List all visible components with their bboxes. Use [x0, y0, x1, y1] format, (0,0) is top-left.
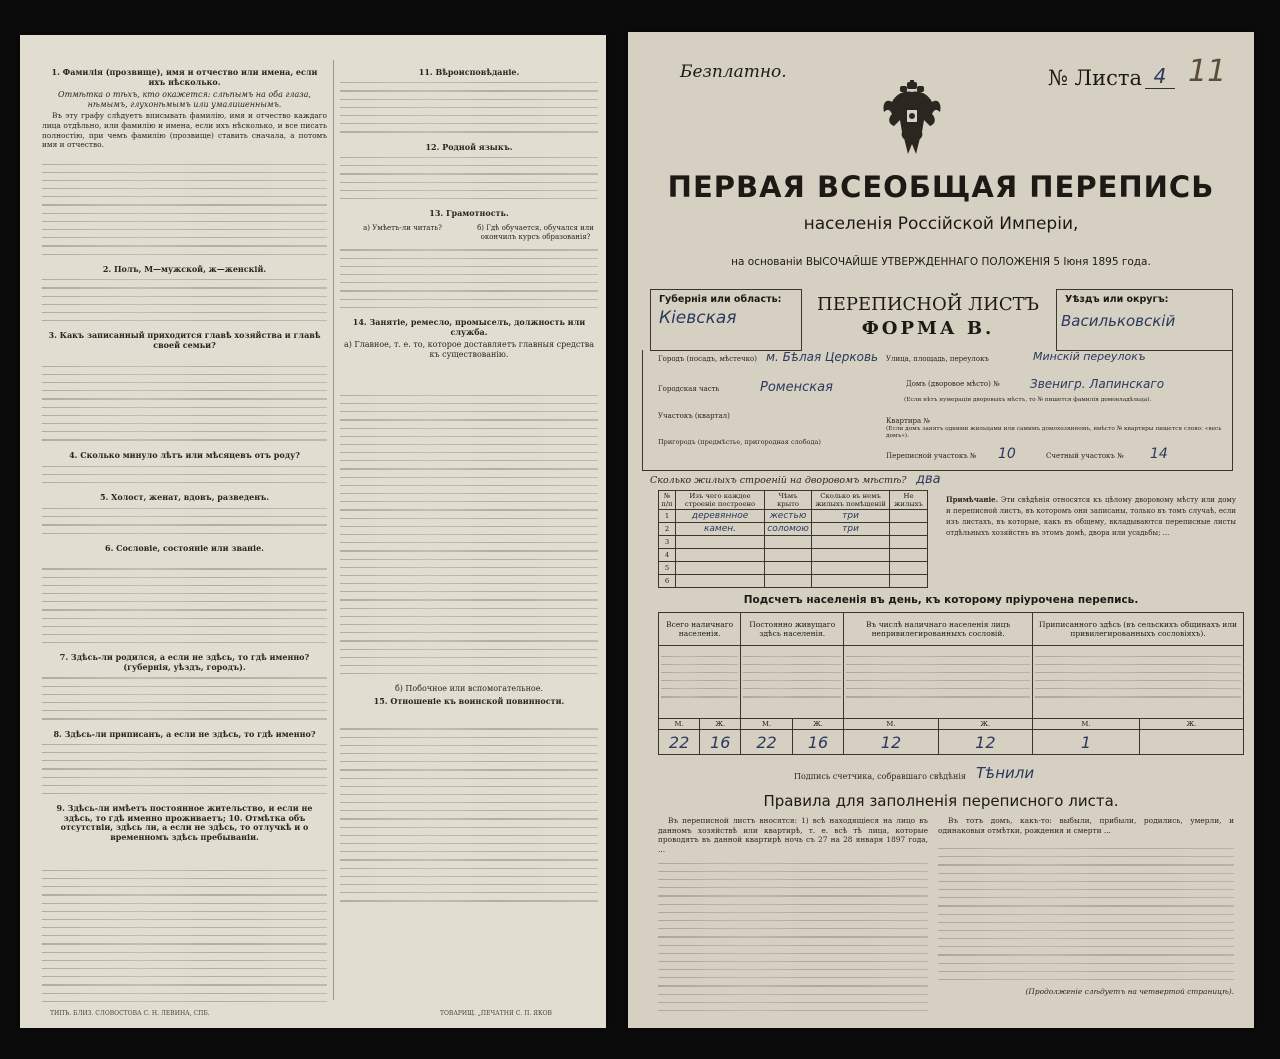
population-count-table — [658, 612, 1244, 755]
table-cell — [890, 510, 928, 523]
district-box — [1056, 289, 1233, 351]
table-row — [659, 562, 928, 575]
table-row — [659, 575, 928, 588]
apartment-label: Квартира № — [886, 417, 931, 425]
male-label: М. — [844, 719, 938, 730]
table-cell — [765, 575, 812, 588]
female-label: Ж. — [1139, 719, 1243, 730]
text-block — [340, 709, 598, 909]
rules-footer: (Продолженіе слѣдуетъ на четвертой страницѣ). — [1025, 987, 1234, 997]
rules-right-text: Въ тотъ домъ, какъ-то: выбыли, прибыли, родились, умерли, и одинаковыя отмѣтки, рождения и смерти ... — [938, 816, 1234, 835]
section-6-title: 6. Сословіе, состояніе или званіе. — [105, 542, 264, 553]
street-value: Минскій переулокъ — [1033, 350, 1146, 363]
district-label: Уѣздъ или округъ: — [1065, 294, 1169, 305]
document-title: ПЕРВАЯ ВСЕОБЩАЯ ПЕРЕПИСЬ — [667, 170, 1215, 204]
section-3-title: 3. Какъ записанный приходится главѣ хозяйства и главѣ своей семьи? — [48, 330, 321, 350]
table-cell: 4 — [659, 549, 676, 562]
rules-left-column — [658, 816, 928, 1016]
table-cell — [676, 575, 765, 588]
count-header-row — [659, 613, 1244, 646]
table-cell: 1 — [659, 510, 676, 523]
column-divider — [333, 60, 334, 1000]
count-desc-cell — [659, 646, 741, 719]
right-page — [628, 32, 1254, 1028]
section-7-title: 7. Здѣсь-ли родился, а если не здѣсь, то гдѣ именно? (губернія, уѣздъ, городъ). — [59, 652, 310, 672]
table-cell: 6 — [659, 575, 676, 588]
section-1-text: Въ эту графу слѣдуетъ вписывать фамилію, имя и отчество каждаго лица отдѣльно, или фамилію и имена, если ихъ нѣсколько, и все писать полностію, при чемъ фамилію (прозвище) ставить сначала, а потомъ имя и отчество. — [42, 111, 327, 150]
section-12-title: 12. Родной языкъ. — [425, 141, 513, 152]
corner-page-number: 11 — [1188, 54, 1227, 89]
table-cell — [812, 562, 890, 575]
table-header-row — [659, 491, 928, 510]
text-block — [42, 555, 327, 650]
census-precinct-label: Переписной участокъ № — [886, 452, 977, 460]
count-value: 12 — [938, 730, 1032, 755]
table-row — [659, 523, 928, 536]
female-label: Ж. — [700, 719, 741, 730]
male-label: М. — [659, 719, 700, 730]
left-column-2 — [340, 65, 598, 1005]
count-title: Подсчетъ населенія въ день, къ которому пріурочена перепись. — [743, 594, 1139, 606]
imprint-right: ТОВАРИЩ. „ПЕЧАТНЯ С. П. ЯКОВ — [440, 1010, 552, 1017]
province-value: Кіевская — [659, 308, 737, 328]
form-subtitle: ФОРМА В. — [861, 318, 995, 339]
count-desc-row — [659, 646, 1244, 719]
male-label: М. — [1033, 719, 1140, 730]
count-value: 1 — [1033, 730, 1140, 755]
table-header-cell: № п/п — [659, 491, 676, 510]
table-cell — [676, 549, 765, 562]
table-cell — [890, 575, 928, 588]
suburb-label: Пригородъ (предмѣстье, пригородная слобода) — [658, 438, 821, 446]
text-block — [42, 675, 327, 727]
section-14a-title: а) Главное, т. е. то, которое доставляетъ главныя средства къ существованію. — [343, 340, 595, 359]
count-value: 16 — [792, 730, 843, 755]
table-cell: жестью — [765, 510, 812, 523]
buildings-value: два — [916, 472, 941, 487]
imperial-eagle-icon — [880, 80, 944, 156]
table-cell — [765, 562, 812, 575]
buildings-table-body — [659, 510, 928, 588]
table-cell — [676, 562, 765, 575]
table-cell — [812, 575, 890, 588]
count-col-header: Приписанного здѣсь (въ сельскихъ общинахъ или привилегированныхъ сословіяхъ). — [1033, 613, 1244, 646]
house-value: Звенигр. Лапинскаго — [1030, 377, 1165, 391]
table-cell — [812, 536, 890, 549]
precinct-label: Участокъ (квартал) — [658, 412, 730, 420]
table-header-cell: Изъ чего каждое строеніе построено — [676, 491, 765, 510]
census-precinct-value: 10 — [998, 446, 1016, 462]
table-cell: 5 — [659, 562, 676, 575]
count-col-header: Всего наличнаго населенія. — [659, 613, 741, 646]
table-cell: соломою — [765, 523, 812, 536]
count-value: 16 — [700, 730, 741, 755]
section-5-title: 5. Холост, женат, вдовъ, разведенъ. — [99, 492, 269, 503]
left-column-1 — [42, 65, 327, 1005]
street-label: Улица, площадь, переулокъ — [886, 355, 989, 363]
text-block — [340, 154, 598, 206]
text-block — [938, 837, 1234, 987]
rules-left-text: Въ переписной листъ вносятся: 1) всѣ находящіеся на лицо въ данномъ хозяйствѣ или квартирѣ, т. е. всѣ тѣ лица, которые проводятъ въ данной квартирѣ ночь съ 27 на 28 января 1897 года, ... — [658, 816, 928, 854]
text-block — [42, 462, 327, 490]
city-part-value: Роменская — [760, 380, 833, 395]
count-col-header: Постоянно живущаго здѣсь населенія. — [741, 613, 844, 646]
counter-precinct-value: 14 — [1150, 446, 1168, 462]
left-page — [20, 35, 606, 1028]
section-1-title: 1. Фамилія (прозвище), имя и отчество или имена, если ихъ нѣсколько. — [51, 67, 318, 87]
province-box — [650, 289, 802, 351]
table-cell — [890, 536, 928, 549]
note-title: Примѣчаніе. — [946, 495, 999, 504]
section-14b-title: б) Побочное или вспомогательное. — [394, 684, 544, 694]
male-label: М. — [741, 719, 792, 730]
text-block — [340, 80, 598, 140]
table-cell: камен. — [676, 523, 765, 536]
text-block — [42, 276, 327, 328]
city-part-label: Городская часть — [658, 385, 720, 393]
legal-basis: на основаніи ВЫСОЧАЙШЕ УТВЕРЖДЕННАГО ПОЛОЖЕНІЯ 5 Іюня 1895 года. — [731, 256, 1151, 268]
table-cell — [890, 562, 928, 575]
city-label: Городъ (посадъ, мѣстечко) — [658, 355, 758, 363]
table-cell: деревянное — [676, 510, 765, 523]
rules-right-column — [938, 816, 1234, 1016]
house-label: Домъ (дворовое мѣсто) № — [906, 380, 1000, 388]
count-value: 22 — [659, 730, 700, 755]
free-label: Безплатно. — [680, 62, 787, 82]
imprint-left: ТИПЪ. БЛИЗ. СЛОВОСТОВА С. Н. ЛЕВИНА, СПБ. — [50, 1010, 210, 1017]
table-cell — [765, 536, 812, 549]
signature-label: Подпись счетчика, собравшаго свѣдѣнія — [794, 772, 966, 781]
table-header-cell: Не жилыхъ — [890, 491, 928, 510]
section-14-title: 14. Занятіе, ремесло, промыселъ, должность или служба. — [352, 316, 586, 337]
district-value: Васильковскій — [1061, 312, 1176, 330]
count-col-header: Въ числѣ наличнаго населенія лицъ непривилегированныхъ сословій. — [844, 613, 1033, 646]
count-values-row — [659, 730, 1244, 755]
section-8-title: 8. Здѣсь-ли приписанъ, а если не здѣсь, то гдѣ именно? — [53, 728, 316, 739]
text-block — [340, 361, 598, 681]
count-desc-cell — [1033, 646, 1244, 719]
table-cell — [812, 549, 890, 562]
table-row — [659, 510, 928, 523]
table-cell: 2 — [659, 523, 676, 536]
female-label: Ж. — [938, 719, 1032, 730]
apartment-note: (Если домъ занятъ одними жильцами или самимъ домохозяиномъ, вмѣсто № квартиры пишется слово: «весь домъ»). — [886, 426, 1222, 439]
table-cell — [765, 549, 812, 562]
sheet-number-value: 4 — [1145, 64, 1175, 89]
count-value — [1139, 730, 1243, 755]
text-block — [42, 152, 327, 262]
table-row — [659, 536, 928, 549]
table-row — [659, 549, 928, 562]
table-cell: три — [812, 523, 890, 536]
city-value: м. Бѣлая Церковь — [766, 350, 879, 364]
text-block — [340, 245, 598, 315]
count-value: 12 — [844, 730, 938, 755]
count-desc-cell — [844, 646, 1033, 719]
counter-precinct-label: Счетный участокъ № — [1046, 452, 1124, 460]
female-label: Ж. — [792, 719, 843, 730]
table-cell: три — [812, 510, 890, 523]
literacy-headers — [340, 221, 598, 245]
section-11-title: 11. Вѣроисповѣданіе. — [418, 67, 520, 77]
table-cell: 3 — [659, 536, 676, 549]
table-cell — [676, 536, 765, 549]
text-block — [658, 856, 928, 1016]
section-13b-title: б) Гдѣ обучается, обучался или окончилъ курсъ образованія? — [477, 223, 594, 242]
rules-title: Правила для заполненія переписного листа. — [763, 792, 1119, 810]
text-block — [42, 844, 327, 1005]
section-4-title: 4. Сколько минуло лѣтъ или мѣсяцевъ отъ роду? — [69, 449, 300, 460]
section-15-title: 15. Отношеніе къ воинской повинности. — [373, 695, 565, 706]
count-sex-row — [659, 719, 1244, 730]
text-block — [42, 741, 327, 801]
count-value: 22 — [741, 730, 792, 755]
form-title: ПЕРЕПИСНОЙ ЛИСТЪ — [817, 294, 1039, 315]
house-note: (Если нѣтъ нумераціи дворовыхъ мѣстъ, то № пишется фамилія домовладѣльца). — [904, 397, 1152, 403]
text-block — [42, 505, 327, 541]
section-13-title: 13. Грамотность. — [429, 208, 509, 219]
sheet-number-label: № Листа — [1048, 66, 1142, 90]
note-text: Эти свѣдѣнія относятся къ цѣлому дворовому мѣсту или дому и переписной листъ, въ которомъ они записаны, только въ томъ случаѣ, если изъ листахъ, въ которые, какъ въ общему, вкладываются переписные листы отдѣльныхъ хозяйствъ въ этомъ домѣ, двора или усадьбы; ... — [946, 496, 1236, 537]
section-1-sub: Отмѣтка о тѣхъ, кто окажется: слѣпымъ на оба глаза, нѣмымъ, глухонѣмымъ или умалишеннымъ. — [58, 90, 311, 109]
table-cell — [890, 549, 928, 562]
table-header-cell: Сколько въ немъ жилыхъ помѣщеній — [812, 491, 890, 510]
section-2-title: 2. Полъ, М—мужской, ж—женскій. — [102, 263, 267, 274]
section-9-title: 9. Здѣсь-ли имѣетъ постоянное жительство, и если не здѣсь, то гдѣ именно проживаетъ; 10. Отмѣтка объ отсутствіи, здѣсь ли, а если не здѣсь, то отлучкѣ и о временномъ здѣсь пребываніи. — [56, 803, 313, 842]
section-13a-title: а) Умѣетъ-ли читать? — [363, 223, 442, 232]
signature-value: Тѣнили — [976, 764, 1035, 782]
note-block — [946, 494, 1236, 539]
table-header-cell: Чѣмъ крыто — [765, 491, 812, 510]
table-cell — [890, 523, 928, 536]
document-subtitle: населенія Россійской Имперіи, — [803, 214, 1079, 234]
buildings-table — [658, 490, 928, 588]
text-block — [42, 353, 327, 448]
buildings-question: Сколько жилыхъ строеній на дворовомъ мѣстѣ? — [650, 475, 907, 486]
count-desc-cell — [741, 646, 844, 719]
province-label: Губернія или область: — [659, 294, 782, 305]
